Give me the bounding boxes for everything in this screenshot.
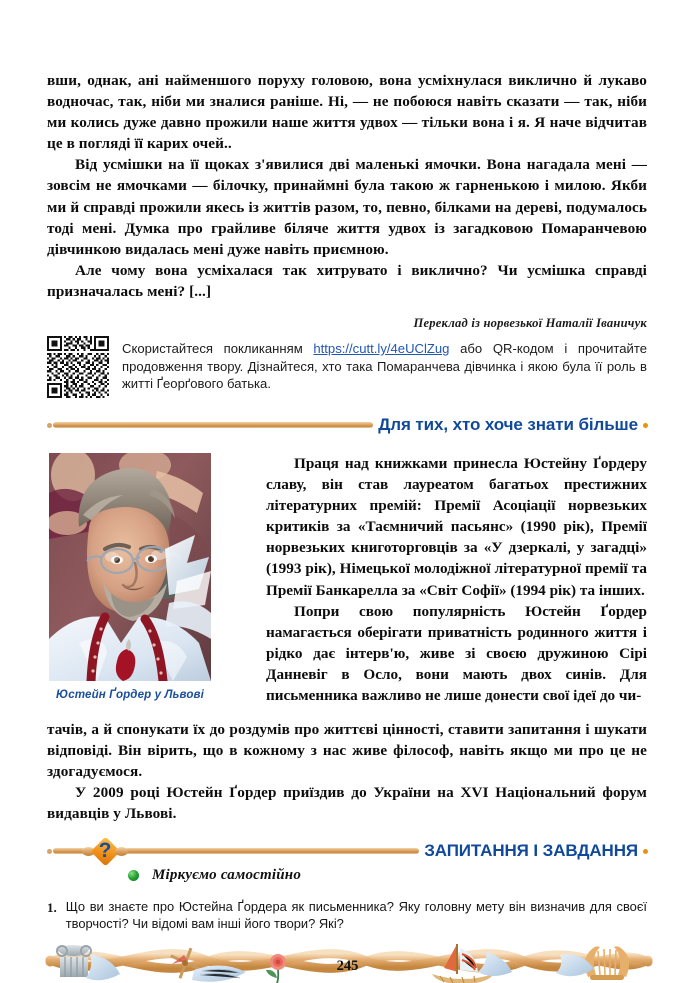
section-heading-questions-label: ЗАПИТАННЯ І ЗАВДАННЯ (424, 841, 638, 860)
qr-link[interactable]: https://cutt.ly/4eUClZug (313, 341, 450, 356)
page-number: 245 (336, 958, 359, 974)
rule-end-dot-icon (643, 423, 648, 428)
figure-caption: Юстейн Ґордер у Львові (56, 688, 204, 701)
article-paragraph: Праця над книжками принесла Юстейну Ґордеру славу, він став лауреатом багатьох престижних літературних премій: Премії Асоціації норвезьких критиків за «Таємничий пасьянс» (1990 рік), Премії норвезьких книготорговців за «У дзеркалі, у загадці» (1993 рік), Німецької молодіжної літературної премії та Премії Банкарелла за «Світ Софії» (1994 рік) та інших. (266, 455, 647, 599)
rule-end-dot-icon (643, 849, 648, 854)
figure-gaarder (49, 453, 211, 701)
qr-text-after: або QR-кодом і прочитайте продовження твору. Дізнайтеся, хто така Помаранчева дівчинка і якою була її роль в житті Ґеорґового батька. (122, 341, 647, 392)
story-paragraph: Але чому вона усміхалася так хитрувато і виклично? Чи усмішка справді призначалась мені? [...] (47, 261, 647, 300)
qr-callout (47, 336, 647, 398)
article-paragraph: У 2009 році Юстейн Ґордер приїздив до України на XVI Національний форум видавців у Львові. (47, 784, 647, 823)
question-mark-glyph: ? (98, 839, 112, 862)
exercise-item (47, 898, 647, 933)
exercise-subheading (128, 867, 301, 884)
decorative-rule (125, 848, 419, 854)
question-mark-diamond-icon (82, 838, 128, 864)
section-heading-more-label: Для тих, хто хоче знати більше (378, 415, 638, 434)
rule-start-dot-icon (47, 423, 52, 428)
decorative-rule (53, 422, 373, 428)
exercise-subheading-label: Міркуємо самостійно (152, 867, 302, 883)
story-excerpt (47, 70, 647, 302)
photo-gaarder-in-lviv (49, 453, 211, 681)
rule-start-dot-icon (47, 849, 52, 854)
story-paragraph: вши, однак, ані найменшого поруху головою, вона усміхнулася виклично й лукаво водночас, так, ніби ми зналися раніше. Ні, — не побоюся навіть сказати — так, ніби ми колись дуже давно прожили наше життя удвох — тільки вона і я. Я наче відчитав це в погляді її карих очей.. (47, 72, 647, 153)
story-paragraph: Від усмішки на її щоках з'явилися дві маленькі ямочки. Вона нагадала мені — зовсім не ямочками — білочку, принаймні була такою ж гарненькою і милою. Якби ми й справді прожили якесь із життів разом, то, певно, білками на дереві, подумалось тоді мені. Думка про грайливе біляче життя удвох із загадковою Помаранчевою дівчинкою видалась мені дуже навіть приємною. (47, 156, 647, 258)
section-heading-questions (47, 838, 648, 864)
qr-code-icon[interactable] (47, 336, 109, 398)
decorative-rule-left (53, 848, 85, 854)
exercise-text: Що ви знаєте про Юстейна Ґордера як письменника? Яку головну мету він визначив для своєї творчості? Чи відомі вам інші його твори? Які? (65, 899, 647, 932)
exercise-number: 1. (47, 899, 57, 915)
qr-callout-text (122, 336, 647, 393)
article-paragraph: тачів, а й спонукати їх до роздумів про життєві цінності, ставити запитання і шукати відповіді. Він вірить, що в кожному з нас живе філософ, навіть якщо ми про це не здогадуємося. (47, 721, 647, 781)
qr-text-before: Скористайтеся покликанням (122, 341, 303, 356)
green-sphere-bullet-icon (128, 870, 139, 881)
section-heading-more (47, 412, 648, 438)
article-column (266, 453, 647, 706)
translator-attribution: Переклад із норвезької Наталії Іваничук (413, 316, 647, 330)
article-paragraph: Попри свою популярність Юстейн Ґордер намагається оберігати приватність родинного життя і рідко дає інтерв'ю, живе зі своєю дружиною Сірі Данневіг в Осло, вони мають двох синів. Для письменника важливо не лише донести свої ідеї до чи- (266, 602, 647, 705)
article-continuation (47, 719, 647, 824)
